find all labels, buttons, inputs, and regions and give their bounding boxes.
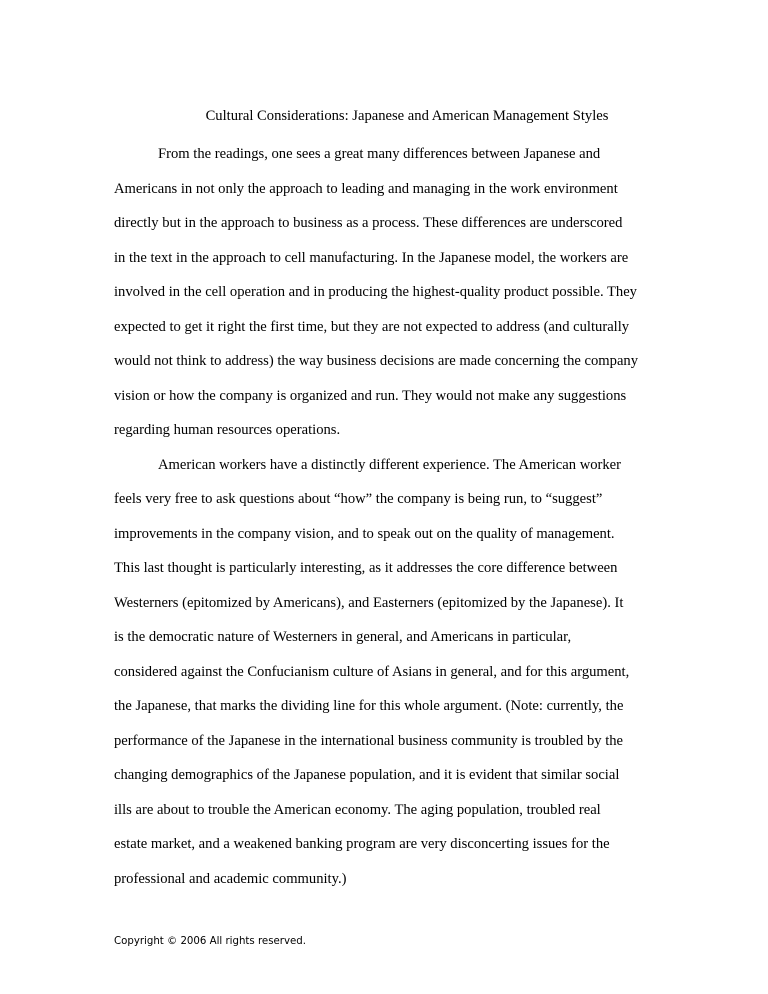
paragraph-1-line-7: would not think to address) the way business decisions are made concerning the company — [114, 353, 639, 369]
paragraph-2-line-11: ills are about to trouble the American economy. The aging population, troubled real — [114, 802, 601, 818]
paragraph-2-line-8: the Japanese, that marks the dividing line for this whole argument. (Note: currently, the — [114, 698, 624, 714]
paragraph-2-line-10: changing demographics of the Japanese population, and it is evident that similar social — [114, 767, 620, 783]
paragraph-1-line-3: directly but in the approach to business as a process. These differences are underscored — [114, 215, 623, 231]
paragraph-1-line-9: regarding human resources operations. — [114, 422, 341, 438]
paragraph-2-line-9: performance of the Japanese in the international business community is troubled by the — [114, 733, 624, 749]
paragraph-1-line-2: Americans in not only the approach to leading and managing in the work environment — [114, 181, 618, 197]
document-title: Cultural Considerations: Japanese and American Management Styles — [205, 108, 609, 124]
paragraph-2-line-13: professional and academic community.) — [114, 871, 347, 887]
paragraph-1-line-6: expected to get it right the first time, but they are not expected to address (and culturally — [114, 319, 630, 335]
paragraph-2-line-5: Westerners (epitomized by Americans), and Easterners (epitomized by the Japanese). It — [114, 595, 624, 611]
paragraph-2-line-1: American workers have a distinctly different experience. The American worker — [158, 457, 622, 473]
paragraph-1-line-4: in the text in the approach to cell manufacturing. In the Japanese model, the workers are — [114, 250, 629, 266]
paragraph-2-line-7: considered against the Confucianism culture of Asians in general, and for this argument, — [114, 664, 630, 680]
paragraph-2-line-3: improvements in the company vision, and to speak out on the quality of management. — [114, 526, 615, 542]
paragraph-1-line-5: involved in the cell operation and in producing the highest-quality product possible. They — [114, 284, 637, 300]
paragraph-1-line-1: From the readings, one sees a great many differences between Japanese and — [158, 146, 601, 162]
paragraph-2-line-12: estate market, and a weakened banking program are very disconcerting issues for the — [114, 836, 610, 852]
paragraph-2-line-2: feels very free to ask questions about “how” the company is being run, to “suggest” — [114, 491, 603, 507]
copyright-footer: Copyright © 2006 All rights reserved. — [114, 936, 306, 947]
paragraph-1-line-8: vision or how the company is organized and run. They would not make any suggestions — [114, 388, 627, 404]
paragraph-2-line-6: is the democratic nature of Westerners in general, and Americans in particular, — [114, 629, 572, 645]
paragraph-2-line-4: This last thought is particularly interesting, as it addresses the core difference between — [114, 560, 618, 576]
